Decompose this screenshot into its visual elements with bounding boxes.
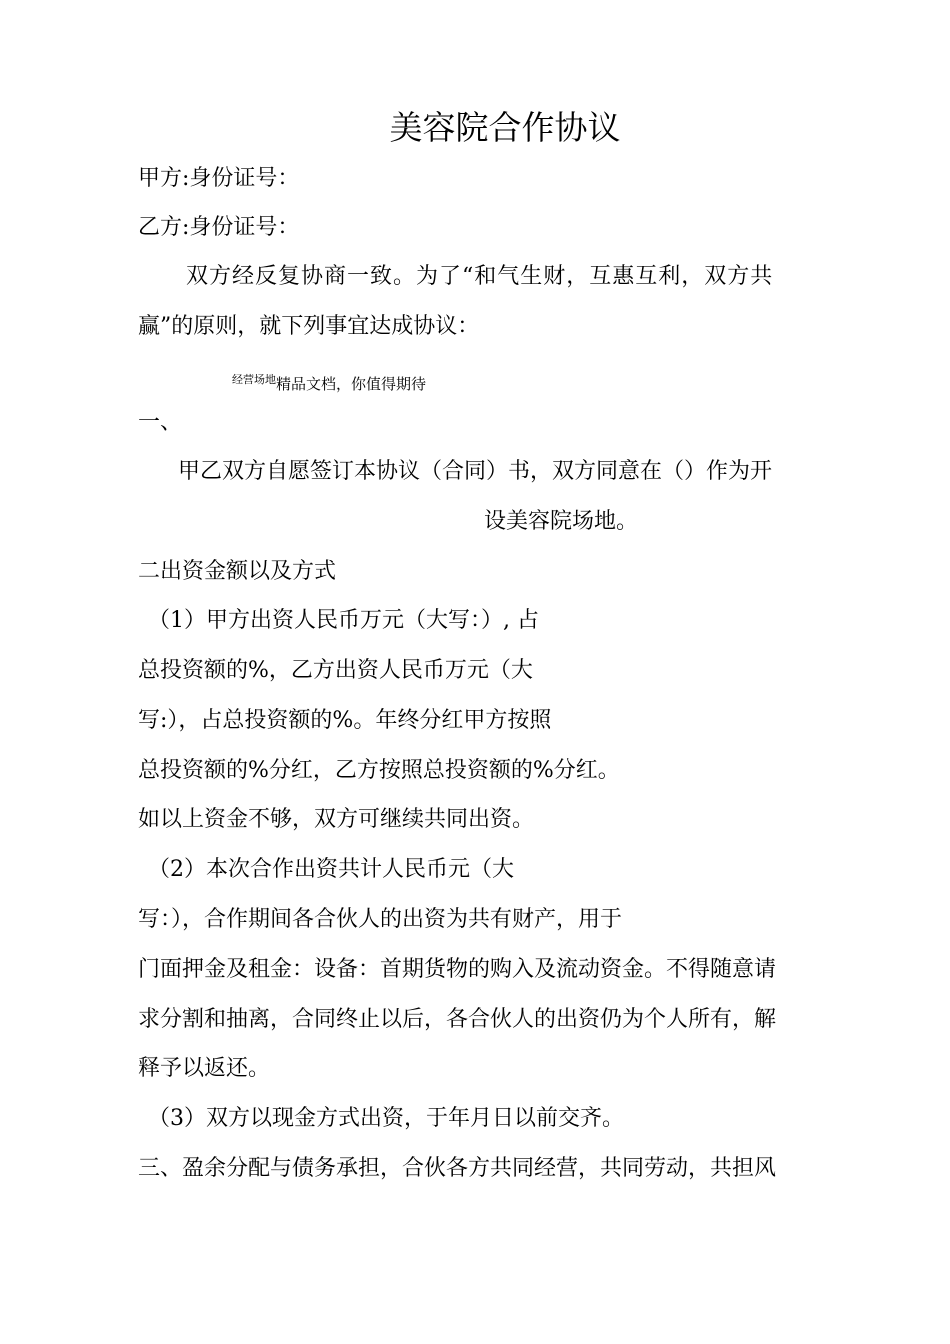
section-1-heading: 一、 [138, 410, 183, 435]
section-2-p3: （3）双方以现金方式出资，于年月日以前交齐。 [148, 1106, 624, 1131]
section-2-p2-line-4: 求分割和抽离，合同终止以后，各合伙人的出资仍为个人所有，解 [138, 1007, 777, 1032]
intro-line-2: 赢”的原则，就下列事宜达成协议： [138, 314, 480, 339]
note-text: 精品文档，你值得期待 [276, 375, 427, 393]
section-3-line-1: 三、盈余分配与债务承担，合伙各方共同经营，共同劳动，共担风 [138, 1156, 777, 1181]
section-2-p2-line-5: 释予以返还。 [138, 1056, 271, 1081]
section-2-heading: 二出资金额以及方式 [138, 559, 337, 584]
note-tag: 经营场地 [232, 373, 276, 386]
section-2-p1-line-3: 写:），占总投资额的%。年终分红甲方按照 [138, 708, 552, 733]
party-b-line: 乙方:身份证号： [138, 215, 300, 240]
note-line [232, 369, 426, 395]
section-2-p2-line-3: 门面押金及租金：设备：首期货物的购入及流动资金。不得随意请 [138, 957, 777, 982]
section-2-p2-line-2: 写：），合作期间各合伙人的出资为共有财产，用于 [138, 907, 623, 932]
section-2-p1-line-5: 如以上资金不够，双方可继续共同出资。 [138, 807, 535, 832]
section-2-p2-line-1: （2）本次合作出资共计人民币元（大 [148, 857, 514, 882]
intro-line-1: 双方经反复协商一致。为了“和气生财，互惠互利，双方共 [186, 264, 774, 289]
section-2-p1-line-1: （1）甲方出资人民币万元（大写：）, 占 [148, 608, 539, 633]
section-2-p1-line-2: 总投资额的%，乙方出资人民币万元（大 [138, 658, 533, 683]
section-1-line-1: 甲乙双方自愿签订本协议（合同）书，双方同意在（）作为开 [178, 459, 773, 484]
section-2-p1-line-4: 总投资额的%分红，乙方按照总投资额的%分红。 [138, 758, 620, 783]
section-1-line-2: 设美容院场地。 [484, 509, 639, 534]
party-a-line: 甲方:身份证号： [138, 166, 300, 191]
document-title: 美容院合作协议 [389, 108, 621, 147]
